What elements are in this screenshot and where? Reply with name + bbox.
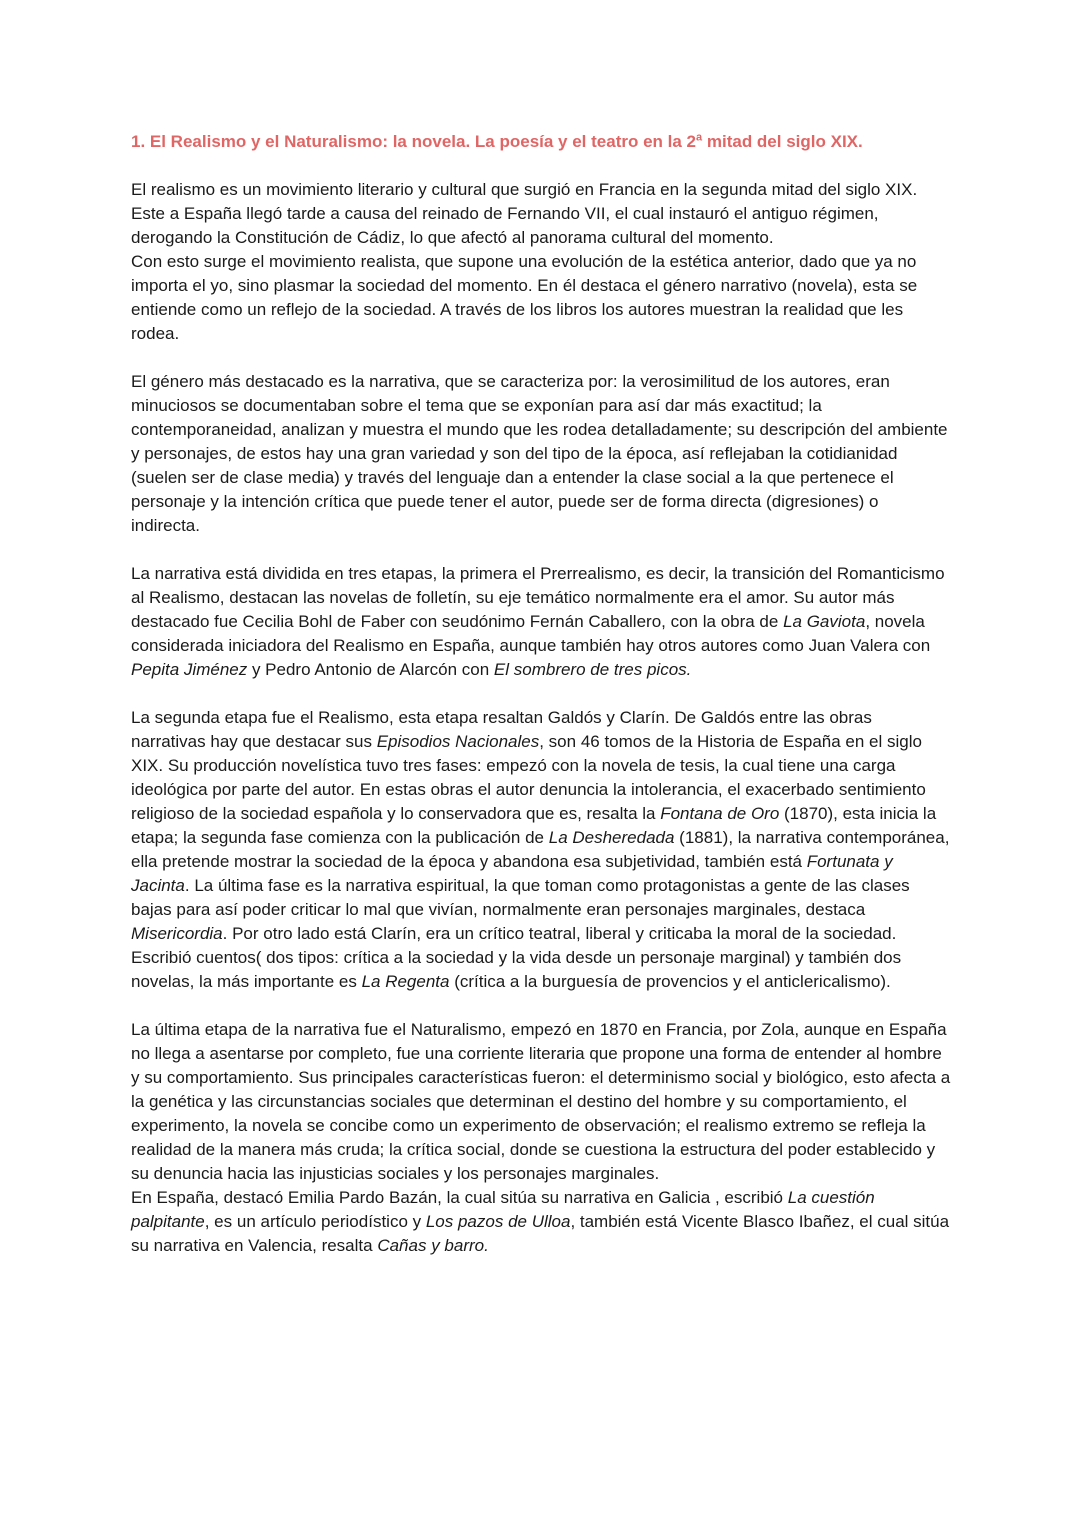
paragraph-spain-naturalism bbox=[131, 1186, 951, 1258]
paragraph-realismo bbox=[131, 706, 951, 994]
paragraph-intro: El realismo es un movimiento literario y cultural que surgió en Francia en la segunda mitad del siglo XIX. Este a España llegó tarde a causa del reinado de Fernando VII, el cual instauró el antiguo régimen, derogando la Constitución de Cádiz, lo que afectó al panorama cultural del momento. bbox=[131, 180, 918, 247]
text-run: , también está Vicente Blasco Ibañez, el cual sitúa su narrativa en Valencia, resalta bbox=[131, 1212, 950, 1255]
work-title: Episodios Nacionales bbox=[376, 732, 540, 751]
work-title: Pepita Jiménez bbox=[131, 660, 248, 679]
text-run: La narrativa está dividida en tres etapas, la primera el Prerrealismo, es decir, la transición del Romanticismo al Realismo, destacan las novelas de folletín, su eje temático normalmente era el amor. Su autor más destacado fue Cecilia Bohl de Faber con seudónimo Fernán Caballero, con la obra de bbox=[131, 564, 945, 631]
text-run: (1881), la narrativa contemporánea, ella pretende mostrar la sociedad de la época y abandona esa subjetividad, también está bbox=[131, 828, 950, 871]
text-run: , son 46 tomos de la Historia de España en el siglo XIX. Su producción novelística tuvo tres fases: empezó con la novela de tesis, la cual tiene una carga ideológica por parte del autor. En estas obras el autor denuncia la intolerancia, el exacerbado sentimiento religioso de la sociedad española y lo conservadora que es, resalta la bbox=[131, 732, 926, 823]
text-run: . La última fase es la narrativa espiritual, la que toman como protagonistas a gente de las clases bajas para así poder criticar lo mal que vivían, normalmente eran personajes marginales, destaca bbox=[131, 876, 910, 919]
text-run: En España, destacó Emilia Pardo Bazán, la cual sitúa su narrativa en Galicia , escribió bbox=[131, 1188, 788, 1207]
work-title: La cuestión palpitante bbox=[131, 1188, 875, 1231]
heading-ordinal: a bbox=[696, 131, 703, 144]
text-run: . Por otro lado está Clarín, era un crítico teatral, liberal y criticaba la moral de la sociedad. Escribió cuentos( dos tipos: crítica a la sociedad y la vida desde un personaje marginal) y también dos novelas, la más importante es bbox=[131, 924, 902, 991]
paragraph-prerrealismo bbox=[131, 562, 951, 682]
paragraph-naturalismo: La última etapa de la narrativa fue el Naturalismo, empezó en 1870 en Francia, por Zola, aunque en España no llega a asentarse por completo, fue una corriente literaria que propone una forma de entender al hombre y su comportamiento. Sus principales características fueron: el determinismo social y biológico, esto afecta a la genética y las circunstancias sociales que determinan el destino del hombre y su comportamiento, el experimento, la novela se concibe como un experimento de observación; el realismo extremo se refleja la realidad de la manera más cruda; la crítica social, donde se cuestiona la estructura del poder establecido y su denuncia hacia las injusticias sociales y los personajes marginales. bbox=[131, 1020, 951, 1183]
text-run: , novela considerada iniciadora del Realismo en España, aunque también hay otros autores como Juan Valera con bbox=[131, 612, 931, 655]
work-title: Los pazos de Ulloa bbox=[425, 1212, 571, 1231]
text-run: La segunda etapa fue el Realismo, esta etapa resaltan Galdós y Clarín. De Galdós entre las obras narrativas hay que destacar sus bbox=[131, 708, 872, 751]
text-run: (1870), esta inicia la etapa; la segunda fase comienza con la publicación de bbox=[131, 804, 937, 847]
work-title: Fortunata y Jacinta bbox=[131, 852, 893, 895]
paragraph-realism-movement: Con esto surge el movimiento realista, que supone una evolución de la estética anterior, dado que ya no importa el yo, sino plasmar la sociedad del momento. En él destaca el género narrativo (novela), esta se entiende como un reflejo de la sociedad. A través de los libros los autores muestran la realidad que les rodea. bbox=[131, 252, 918, 343]
text-run: , es un artículo periodístico y bbox=[204, 1212, 426, 1231]
work-title: Cañas y barro. bbox=[377, 1236, 489, 1255]
work-title: El sombrero de tres picos. bbox=[493, 660, 692, 679]
text-run: y Pedro Antonio de Alarcón con bbox=[247, 660, 494, 679]
heading-text: 1. El Realismo y el Naturalismo: la novela. La poesía y el teatro en la 2 bbox=[131, 132, 697, 151]
heading-text-end: mitad del siglo XIX. bbox=[702, 132, 863, 151]
work-title: La Gaviota bbox=[783, 612, 866, 631]
work-title: La Desheredada bbox=[548, 828, 675, 847]
text-run: (crítica a la burguesía de provencios y el anticlericalismo). bbox=[449, 972, 891, 991]
paragraph-narrative-traits: El género más destacado es la narrativa, que se caracteriza por: la verosimilitud de los autores, eran minuciosos se documentaban sobre el tema que se exponían para así dar más exactitud; la contemporaneidad, analizan y muestra el mundo que les rodea detalladamente; su descripción del ambiente y personajes, de estos hay una gran variedad y son del tipo de la época, así reflejaban la cotidianidad (suelen ser de clase media) y través del lenguaje dan a entender la clase social a la que pertenece el personaje y la intención crítica que puede tener el autor, puede ser de forma directa (digresiones) o indirecta. bbox=[131, 372, 948, 535]
document-page bbox=[131, 130, 951, 1282]
work-title: Fontana de Oro bbox=[660, 804, 780, 823]
work-title: Misericordia bbox=[131, 924, 223, 943]
section-heading bbox=[131, 130, 951, 154]
work-title: La Regenta bbox=[361, 972, 450, 991]
